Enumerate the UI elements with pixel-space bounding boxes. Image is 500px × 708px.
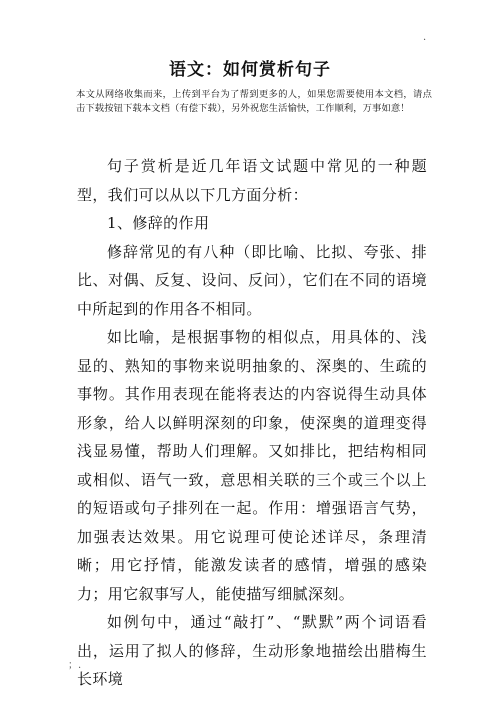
download-notice: 本文从网络收集而来，上传到平台为了帮到更多的人，如果您需要使用本文档，请点击下载按钮下载本文档（有偿下载），另外祝您生活愉快，工作顺利，万事如意！: [76, 89, 432, 114]
section-heading-rhetoric: 1、修辞的作用: [107, 214, 210, 232]
document-title: 语文：如何赏析句子: [169, 60, 331, 80]
example-paragraph: 如例句中，通过“敲打”、“默默”两个词语看出，运用了拟人的修辞，生动形象地描绘出腊梅生长环境: [77, 613, 427, 688]
page-corner-mark: ·: [423, 35, 427, 46]
document-body: [77, 152, 427, 694]
intro-paragraph: 句子赏析是近几年语文试题中常见的一种题型，我们可以从以下几方面分析：: [77, 157, 427, 204]
rhetoric-types-paragraph: 修辞常见的有八种（即比喻、比拟、夸张、排比、对偶、反复、设问、反问），它们在不同的语境中所起到的作用各不相同。: [77, 242, 427, 318]
page-footer-mark: ；.: [68, 660, 82, 671]
metaphor-parallelism-paragraph: 如比喻，是根据事物的相似点，用具体的、浅显的、熟知的事物来说明抽象的、深奥的、生疏的事物。其作用表现在能将表达的内容说得生动具体形象，给人以鲜明深刻的印象，使深奥的道理变得浅显易懂，帮助人们理解。又如排比，把结构相同或相似、语气一致，意思相关联的三个或三个以上的短语或句子排列在一起。作用：增强语言气势，加强表达效果。用它说理可使论述详尽，条理清晰；用它抒情，能激发读者的感情，增强的感染力；用它叙事写人，能使描写细腻深刻。: [77, 328, 427, 603]
